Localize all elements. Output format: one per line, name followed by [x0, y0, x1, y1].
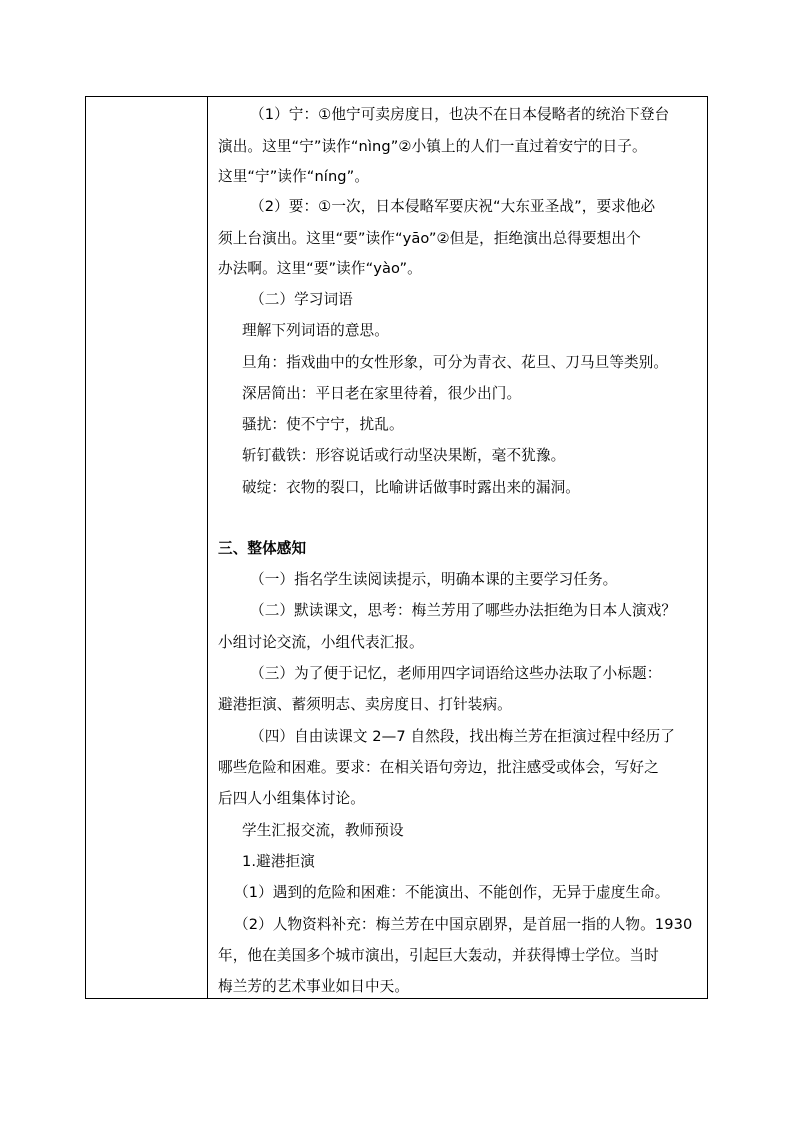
text-line: （1）宁：①他宁可卖房度日，也决不在日本侵略者的统治下登台	[250, 106, 670, 123]
text-line: 理解下列词语的意思。	[242, 322, 389, 339]
table-content-cell	[208, 97, 707, 998]
text-line: （1）遇到的危险和困难：不能演出、不能创作，无异于虚度生命。	[234, 884, 670, 901]
vocab-item: 骚扰：使不宁宁，扰乱。	[242, 416, 404, 433]
text-line: （一）指名学生读阅读提示，明确本课的主要学习任务。	[250, 571, 618, 588]
text-line: 年，他在美国多个城市演出，引起巨大轰动，并获得博士学位。当时	[218, 947, 659, 964]
text-line: 避港拒演、蓄须明志、卖房度日、打针装病。	[218, 696, 512, 713]
vocab-item: 斩钉截铁：形容说话或行动坚决果断，毫不犹豫。	[242, 447, 566, 464]
text-line: 这里“宁”读作“níng”。	[218, 168, 370, 185]
text-line: 小组讨论交流，小组代表汇报。	[218, 634, 424, 651]
text-line: 1.避港拒演	[242, 853, 315, 870]
section-heading: 三、整体感知	[218, 540, 307, 557]
text-line: 梅兰芳的艺术事业如日中天。	[218, 978, 410, 995]
text-line: 哪些危险和困难。要求：在相关语句旁边，批注感受或体会，写好之	[218, 759, 659, 776]
text-line: （三）为了便于记忆，老师用四字词语给这些办法取了小标题：	[250, 665, 662, 682]
text-line: 学生汇报交流，教师预设	[242, 822, 404, 839]
lesson-plan-table	[85, 96, 708, 999]
text-line: 办法啊。这里“要”读作“yào”。	[218, 260, 422, 277]
text-line: （2）要：①一次，日本侵略军要庆祝“大东亚圣战”，要求他必	[250, 198, 656, 215]
vocab-item: 破绽：衣物的裂口，比喻讲话做事时露出来的漏洞。	[242, 479, 580, 496]
table-left-column-cell	[86, 97, 208, 998]
text-line: （四）自由读课文 2—7 自然段，找出梅兰芳在拒演过程中经历了	[250, 728, 675, 745]
section-subtitle: （二）学习词语	[250, 291, 353, 308]
text-line: 演出。这里“宁”读作“nìng”②小镇上的人们一直过着安宁的日子。	[218, 138, 647, 155]
vocab-item: 深居简出：平日老在家里待着，很少出门。	[242, 385, 522, 402]
text-line: 须上台演出。这里“要”读作“yāo”②但是，拒绝演出总得要想出个	[218, 230, 641, 247]
text-line: （2）人物资料补充：梅兰芳在中国京剧界，是首屈一指的人物。1930	[234, 916, 693, 933]
text-line: 后四人小组集体讨论。	[218, 790, 365, 807]
vocab-item: 旦角：指戏曲中的女性形象，可分为青衣、花旦、刀马旦等类别。	[242, 354, 669, 371]
text-line: （二）默读课文，思考：梅兰芳用了哪些办法拒绝为日本人演戏？	[250, 602, 677, 619]
